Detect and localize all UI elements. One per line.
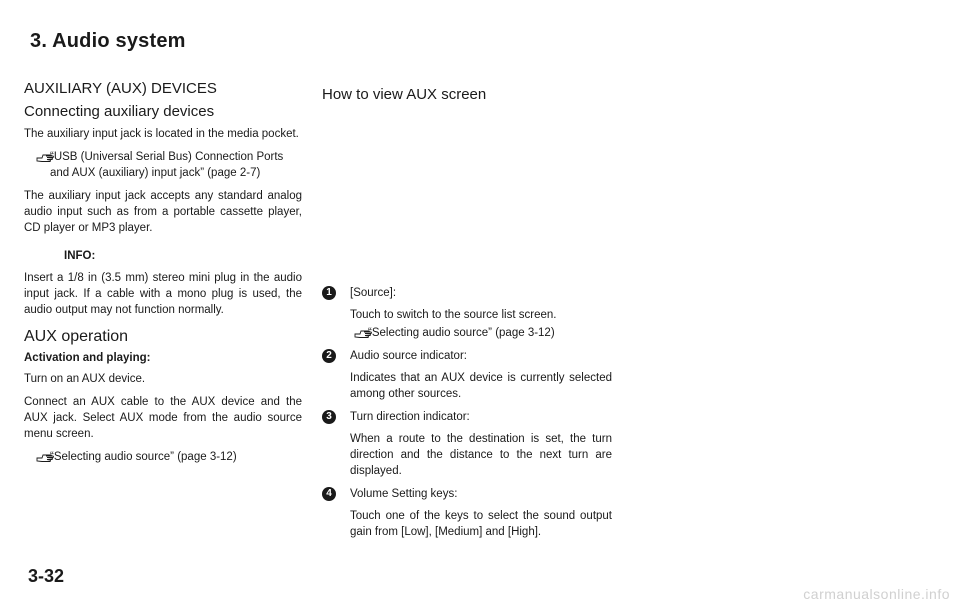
left-column <box>24 80 302 472</box>
number-badge: 4 <box>322 487 336 501</box>
aux-operation-heading: AUX operation <box>24 328 129 345</box>
cross-reference-selecting-source[interactable] <box>24 449 302 465</box>
activation-heading: Activation and playing: <box>24 352 151 364</box>
page-header-title: 3. Audio system <box>30 30 186 52</box>
section-title: AUXILIARY (AUX) DEVICES <box>24 80 217 97</box>
view-aux-heading: How to view AUX screen <box>322 86 487 103</box>
list-item <box>322 486 612 540</box>
pointing-hand-icon <box>36 449 56 468</box>
cross-reference-text: “Selecting audio source” (page 3-12) <box>50 451 237 463</box>
item-title: Turn direction indicator: <box>350 411 470 423</box>
watermark: carmanualsonline.info <box>803 586 950 602</box>
item-body: Indicates that an AUX device is currently selected among other sources. <box>350 372 612 400</box>
paragraph-jack-accepts: The auxiliary input jack accepts any standard analog audio input such as from a portable cassette player, CD player or MP3 player. <box>24 190 302 234</box>
pointing-hand-icon <box>36 149 56 168</box>
page-number: 3-32 <box>28 566 65 586</box>
info-text: Insert a 1/8 in (3.5 mm) stereo mini plug in the audio input jack. If a cable with a mono plug is used, the audio output may not function normally. <box>24 272 302 316</box>
item-body: Touch one of the keys to select the sound output gain from [Low], [Medium] and [High]. <box>350 510 612 538</box>
paragraph-jack-location: The auxiliary input jack is located in the media pocket. <box>24 128 299 140</box>
pointing-hand-icon <box>354 325 374 344</box>
item-title: Volume Setting keys: <box>350 488 458 500</box>
paragraph-connect-cable: Connect an AUX cable to the AUX device and the AUX jack. Select AUX mode from the audio source menu screen. <box>24 396 302 440</box>
cross-reference-text: “USB (Universal Serial Bus) Connection Ports and AUX (auxiliary) input jack” (page 2-7) <box>50 151 284 179</box>
list-item <box>322 285 612 341</box>
item-body: Touch to switch to the source list screen. <box>350 309 557 321</box>
list-item <box>322 409 612 479</box>
number-badge: 2 <box>322 349 336 363</box>
number-badge: 3 <box>322 410 336 424</box>
number-badge: 1 <box>322 286 336 300</box>
paragraph-turn-on: Turn on an AUX device. <box>24 373 146 385</box>
cross-reference-text: “Selecting audio source” (page 3-12) <box>368 327 555 339</box>
list-item <box>322 348 612 402</box>
subsection-title: Connecting auxiliary devices <box>24 103 215 120</box>
item-body: When a route to the destination is set, the turn direction and the distance to the next turn are displayed. <box>350 433 612 477</box>
info-label: INFO: <box>64 250 96 262</box>
cross-reference-selecting-source[interactable] <box>350 325 612 341</box>
screen-illustration-area <box>322 109 612 285</box>
cross-reference-usb[interactable] <box>24 149 302 181</box>
right-column <box>322 86 612 547</box>
item-title: [Source]: <box>350 287 397 299</box>
item-title: Audio source indicator: <box>350 350 467 362</box>
